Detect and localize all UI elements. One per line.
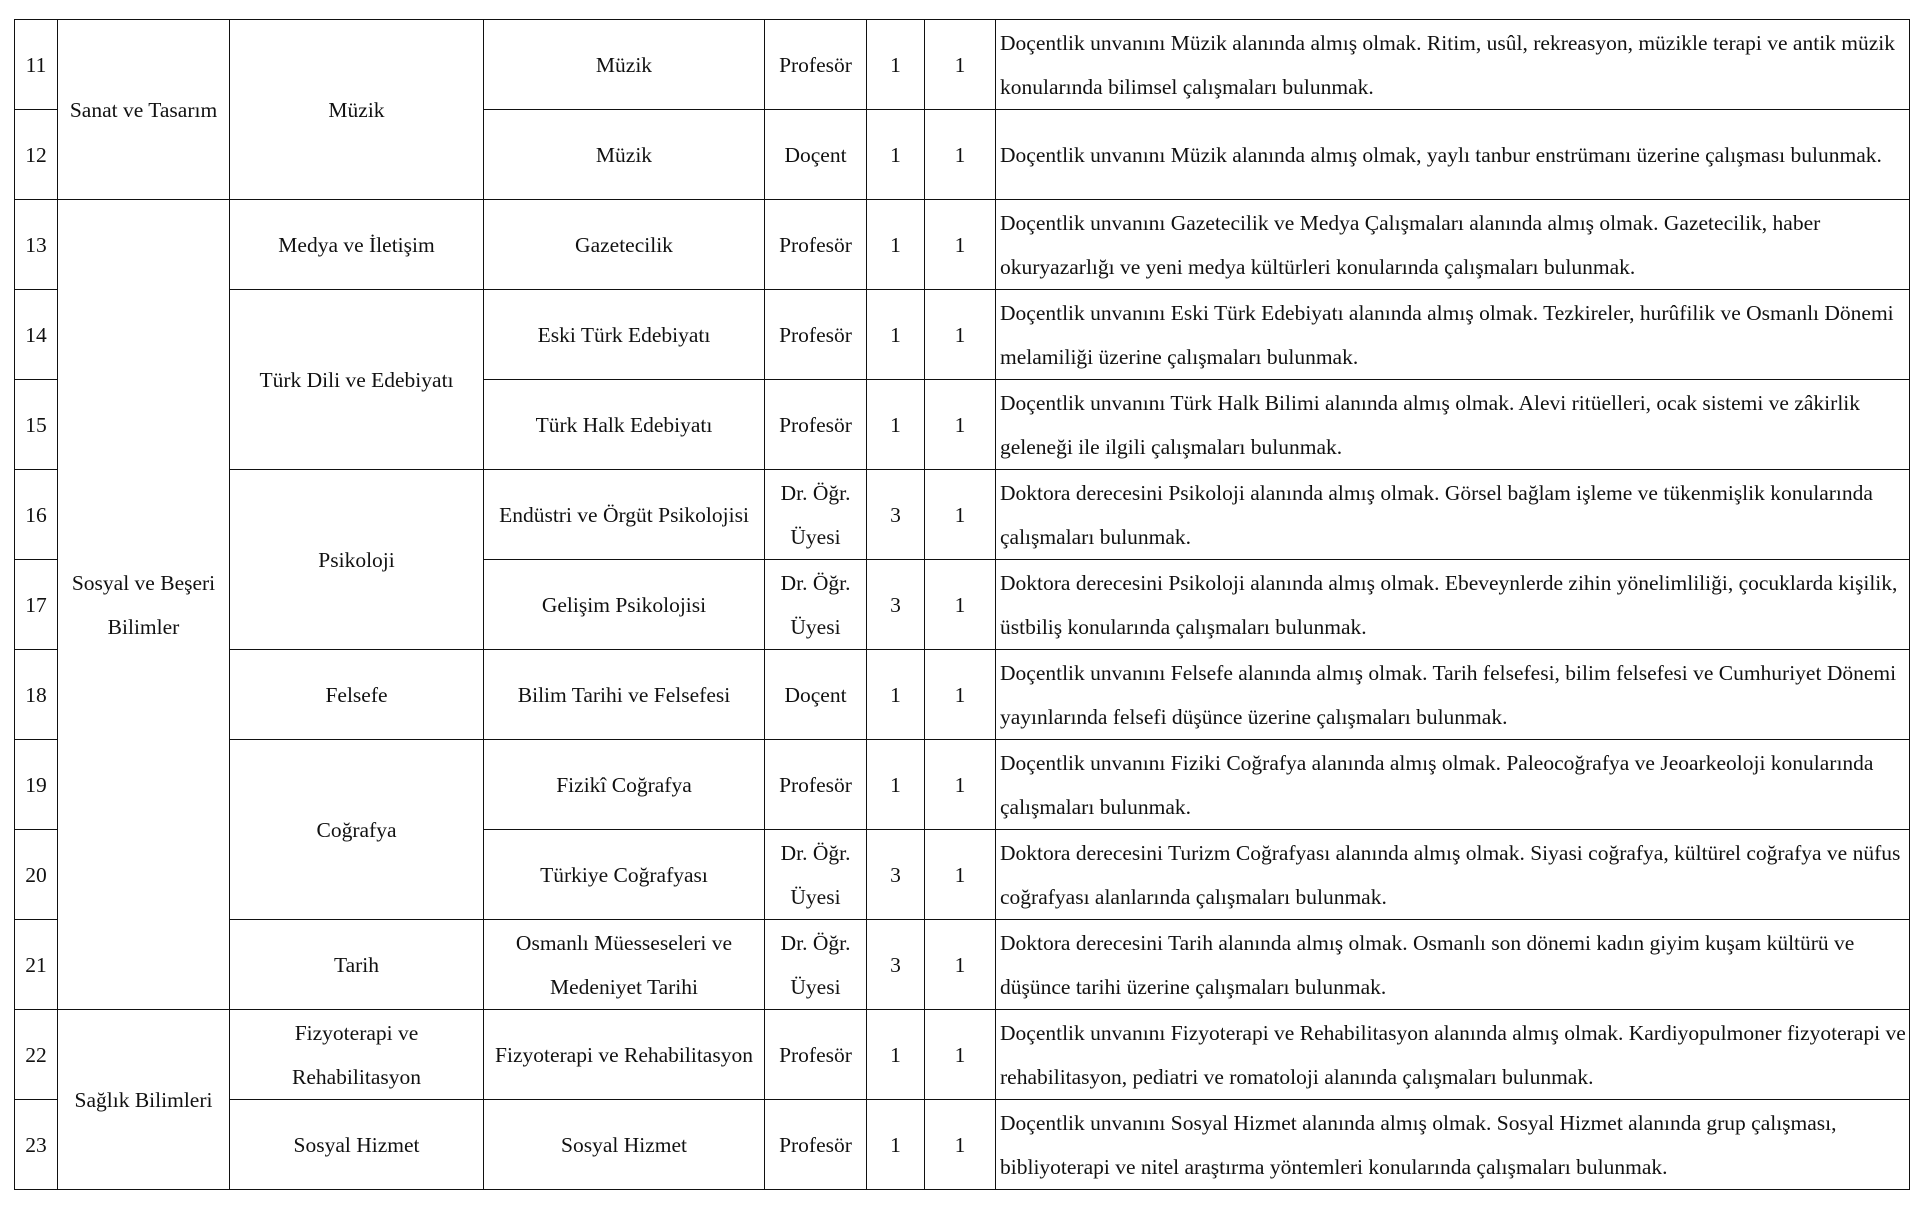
level-value: 3 [867,920,925,1010]
row-number: 14 [15,290,58,380]
row-number: 12 [15,110,58,200]
position-count: 1 [925,740,996,830]
position-count: 1 [925,290,996,380]
program-name: Gazetecilik [484,200,765,290]
academic-title: Profesör [765,1010,867,1100]
program-name: Türkiye Coğrafyası [484,830,765,920]
requirement-text: Doçentlik unvanını Fizyoterapi ve Rehabilitasyon alanında almış olmak. Kardiyopulmoner fizyoterapi ve rehabilitasyon, pediatri ve romatoloji alanında çalışmaları bulunmak. [996,1010,1910,1100]
department-name: Sosyal Hizmet [230,1100,484,1190]
level-value: 1 [867,650,925,740]
position-count: 1 [925,650,996,740]
requirement-text: Doçentlik unvanını Eski Türk Edebiyatı alanında almış olmak. Tezkireler, hurûfilik ve Osmanlı Dönemi melamiliği üzerine çalışmaları bulunmak. [996,290,1910,380]
program-name: Müzik [484,20,765,110]
academic-title: Dr. Öğr. Üyesi [765,830,867,920]
academic-title: Doçent [765,110,867,200]
requirement-text: Doktora derecesini Psikoloji alanında almış olmak. Görsel bağlam işleme ve tükenmişlik konularında çalışmaları bulunmak. [996,470,1910,560]
department-name: Psikoloji [230,470,484,650]
positions-table [14,19,1910,1190]
program-name: Bilim Tarihi ve Felsefesi [484,650,765,740]
level-value: 3 [867,470,925,560]
program-name: Endüstri ve Örgüt Psikolojisi [484,470,765,560]
department-name: Medya ve İletişim [230,200,484,290]
department-name: Tarih [230,920,484,1010]
academic-title: Profesör [765,380,867,470]
level-value: 3 [867,560,925,650]
level-value: 1 [867,740,925,830]
position-count: 1 [925,470,996,560]
level-value: 1 [867,200,925,290]
requirement-text: Doçentlik unvanını Gazetecilik ve Medya Çalışmaları alanında almış olmak. Gazetecilik, haber okuryazarlığı ve yeni medya kültürleri konularında çalışmaları bulunmak. [996,200,1910,290]
academic-title: Profesör [765,200,867,290]
row-number: 11 [15,20,58,110]
unit-name: Sosyal ve Beşeri Bilimler [58,200,230,1010]
requirement-text: Doçentlik unvanını Fiziki Coğrafya alanında almış olmak. Paleocoğrafya ve Jeoarkeoloji konularında çalışmaları bulunmak. [996,740,1910,830]
row-number: 22 [15,1010,58,1100]
requirement-text: Doktora derecesini Psikoloji alanında almış olmak. Ebeveynlerde zihin yönelimliliği, çocuklarda kişilik, üstbiliş konularında çalışmaları bulunmak. [996,560,1910,650]
program-name: Eski Türk Edebiyatı [484,290,765,380]
academic-title: Profesör [765,740,867,830]
row-number: 18 [15,650,58,740]
department-name: Türk Dili ve Edebiyatı [230,290,484,470]
academic-title: Dr. Öğr. Üyesi [765,560,867,650]
program-name: Sosyal Hizmet [484,1100,765,1190]
department-name: Coğrafya [230,740,484,920]
table-row [15,20,1910,110]
position-count: 1 [925,20,996,110]
requirement-text: Doçentlik unvanını Türk Halk Bilimi alanında almış olmak. Alevi ritüelleri, ocak sistemi ve zâkirlik geleneği ile ilgili çalışmaları bulunmak. [996,380,1910,470]
unit-name: Sağlık Bilimleri [58,1010,230,1190]
program-name: Müzik [484,110,765,200]
requirement-text: Doçentlik unvanını Müzik alanında almış olmak, yaylı tanbur enstrümanı üzerine çalışması bulunmak. [996,110,1910,200]
academic-title: Dr. Öğr. Üyesi [765,920,867,1010]
department-name: Fizyoterapi ve Rehabilitasyon [230,1010,484,1100]
table-row [15,1010,1910,1100]
document-page [14,19,1909,1190]
table-row [15,1100,1910,1190]
table-row [15,920,1910,1010]
row-number: 15 [15,380,58,470]
level-value: 1 [867,380,925,470]
program-name: Fizikî Coğrafya [484,740,765,830]
position-count: 1 [925,920,996,1010]
academic-title: Dr. Öğr. Üyesi [765,470,867,560]
level-value: 1 [867,290,925,380]
position-count: 1 [925,1010,996,1100]
academic-title: Doçent [765,650,867,740]
table-row [15,200,1910,290]
row-number: 21 [15,920,58,1010]
program-name: Türk Halk Edebiyatı [484,380,765,470]
position-count: 1 [925,560,996,650]
level-value: 1 [867,110,925,200]
requirement-text: Doçentlik unvanını Müzik alanında almış olmak. Ritim, usûl, rekreasyon, müzikle terapi ve antik müzik konularında bilimsel çalışmaları bulunmak. [996,20,1910,110]
academic-title: Profesör [765,290,867,380]
row-number: 20 [15,830,58,920]
level-value: 1 [867,20,925,110]
program-name: Osmanlı Müesseseleri ve Medeniyet Tarihi [484,920,765,1010]
position-count: 1 [925,110,996,200]
level-value: 1 [867,1100,925,1190]
position-count: 1 [925,380,996,470]
table-row [15,650,1910,740]
position-count: 1 [925,830,996,920]
requirement-text: Doktora derecesini Turizm Coğrafyası alanında almış olmak. Siyasi coğrafya, kültürel coğrafya ve nüfus coğrafyası alanlarında çalışmaları bulunmak. [996,830,1910,920]
row-number: 23 [15,1100,58,1190]
requirement-text: Doçentlik unvanını Sosyal Hizmet alanında almış olmak. Sosyal Hizmet alanında grup çalışması, bibliyoterapi ve nitel araştırma yöntemleri konularında çalışmaları bulunmak. [996,1100,1910,1190]
position-count: 1 [925,200,996,290]
row-number: 13 [15,200,58,290]
requirement-text: Doçentlik unvanını Felsefe alanında almış olmak. Tarih felsefesi, bilim felsefesi ve Cumhuriyet Dönemi yayınlarında felsefi düşünce üzerine çalışmaları bulunmak. [996,650,1910,740]
academic-title: Profesör [765,20,867,110]
requirement-text: Doktora derecesini Tarih alanında almış olmak. Osmanlı son dönemi kadın giyim kuşam kültürü ve düşünce tarihi üzerine çalışmaları bulunmak. [996,920,1910,1010]
unit-name: Sanat ve Tasarım [58,20,230,200]
department-name: Felsefe [230,650,484,740]
program-name: Gelişim Psikolojisi [484,560,765,650]
table-row [15,470,1910,560]
row-number: 19 [15,740,58,830]
row-number: 16 [15,470,58,560]
table-row [15,290,1910,380]
level-value: 3 [867,830,925,920]
academic-title: Profesör [765,1100,867,1190]
table-row [15,740,1910,830]
position-count: 1 [925,1100,996,1190]
level-value: 1 [867,1010,925,1100]
program-name: Fizyoterapi ve Rehabilitasyon [484,1010,765,1100]
department-name: Müzik [230,20,484,200]
row-number: 17 [15,560,58,650]
